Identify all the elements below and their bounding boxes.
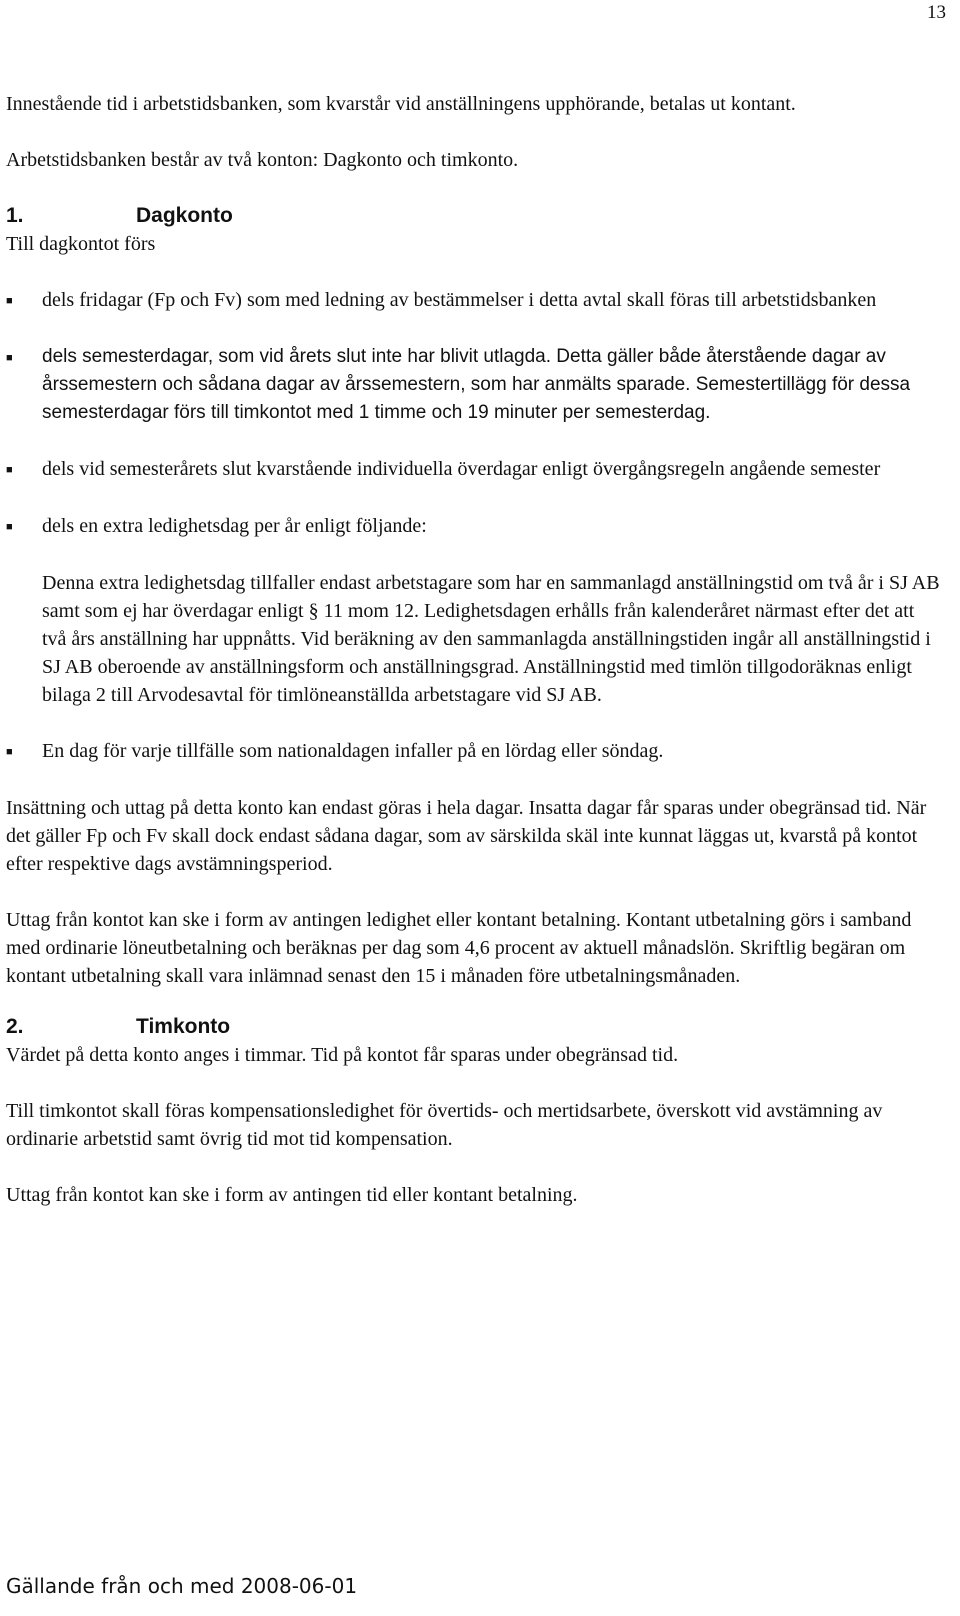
section-number: 1. xyxy=(6,204,24,227)
timkonto-value-paragraph: Värdet på detta konto anges i timmar. Tid på kontot får sparas under obegränsad tid. xyxy=(6,1044,679,1066)
section-title: Timkonto xyxy=(136,1015,231,1038)
list-item-text: dels semesterdagar, som vid årets slut inte har blivit utlagda. Detta gäller både återstående dagar av årssemestern och sådana dagar av årssemestern, som har anmälts sparade. Semestertillägg för dessa semesterdagar förs till timkontot med 1 timme och 19 minuter per semesterdag. xyxy=(42,346,911,423)
square-bullet-icon: ■ xyxy=(6,464,13,476)
list-item-text: dels vid semesterårets slut kvarstående individuella överdagar enligt övergångsregeln angående semester xyxy=(42,458,881,480)
page-number: 13 xyxy=(927,2,946,23)
withdrawal-paragraph: Uttag från kontot kan ske i form av antingen ledighet eller kontant betalning. Kontant utbetalning görs i samband med ordinarie löneutbetalning och beräknas per dag som 4,6 procent av aktuell månadslön. Skriftlig begäran om kontant utbetalning skall vara inlämnad senast den 15 i månaden före utbetalningsmånaden. xyxy=(6,909,912,987)
document-body xyxy=(6,90,940,1209)
list-item-text: En dag för varje tillfälle som nationaldagen infaller på en lördag eller söndag. xyxy=(42,740,664,762)
list-item xyxy=(6,737,940,766)
page-footer: Gällande från och med 2008-06-01 xyxy=(6,1574,358,1598)
square-bullet-icon: ■ xyxy=(6,352,13,364)
square-bullet-icon: ■ xyxy=(6,521,13,533)
list-item xyxy=(6,343,940,427)
section-heading-dagkonto xyxy=(6,202,940,230)
list-item xyxy=(6,455,940,484)
list-item xyxy=(6,512,940,541)
timkonto-compensation-paragraph: Till timkontot skall föras kompensationsledighet för övertids- och mertidsarbete, överskott vid avstämning av ordinarie arbetstid samt övrig tid mot tid kompensation. xyxy=(6,1100,883,1150)
accounts-paragraph: Arbetstidsbanken består av två konton: Dagkonto och timkonto. xyxy=(6,149,519,171)
section-title: Dagkonto xyxy=(136,204,233,227)
list-item-text: dels en extra ledighetsdag per år enligt följande: xyxy=(42,515,427,537)
list-item xyxy=(6,286,940,315)
square-bullet-icon: ■ xyxy=(6,746,13,758)
list-item-text: dels fridagar (Fp och Fv) som med ledning av bestämmelser i detta avtal skall föras till arbetstidsbanken xyxy=(42,289,877,311)
timkonto-withdrawal-paragraph: Uttag från kontot kan ske i form av antingen tid eller kontant betalning. xyxy=(6,1184,578,1206)
intro-paragraph: Innestående tid i arbetstidsbanken, som kvarstår vid anställningens upphörande, betalas ut kontant. xyxy=(6,93,796,115)
section-number: 2. xyxy=(6,1015,24,1038)
square-bullet-icon: ■ xyxy=(6,295,13,307)
section-heading-timkonto xyxy=(6,1013,940,1041)
section-lead: Till dagkontot förs xyxy=(6,233,156,255)
extra-day-paragraph: Denna extra ledighetsdag tillfaller endast arbetstagare som har en sammanlagd anställningstid om två år i SJ AB samt som ej har överdagar enligt § 11 mom 12. Ledighetsdagen erhålls från kalenderåret närmast efter det att två års anställning har uppnåtts. Vid beräkning av den sammanlagda anställningstiden ingår all anställningstid i SJ AB oberoende av anställningsform och anställningsgrad. Anställningstid med timlön tillgodoräknas enligt bilaga 2 till Arvodesavtal för timlöneanställda arbetstagare vid SJ AB. xyxy=(42,572,940,706)
deposit-paragraph: Insättning och uttag på detta konto kan endast göras i hela dagar. Insatta dagar får sparas under obegränsad tid. När det gäller Fp och Fv skall dock endast sådana dagar, som av särskilda skäl inte kunnat läggas ut, kvarstå på kontot efter respektive dags avstämningsperiod. xyxy=(6,797,927,875)
